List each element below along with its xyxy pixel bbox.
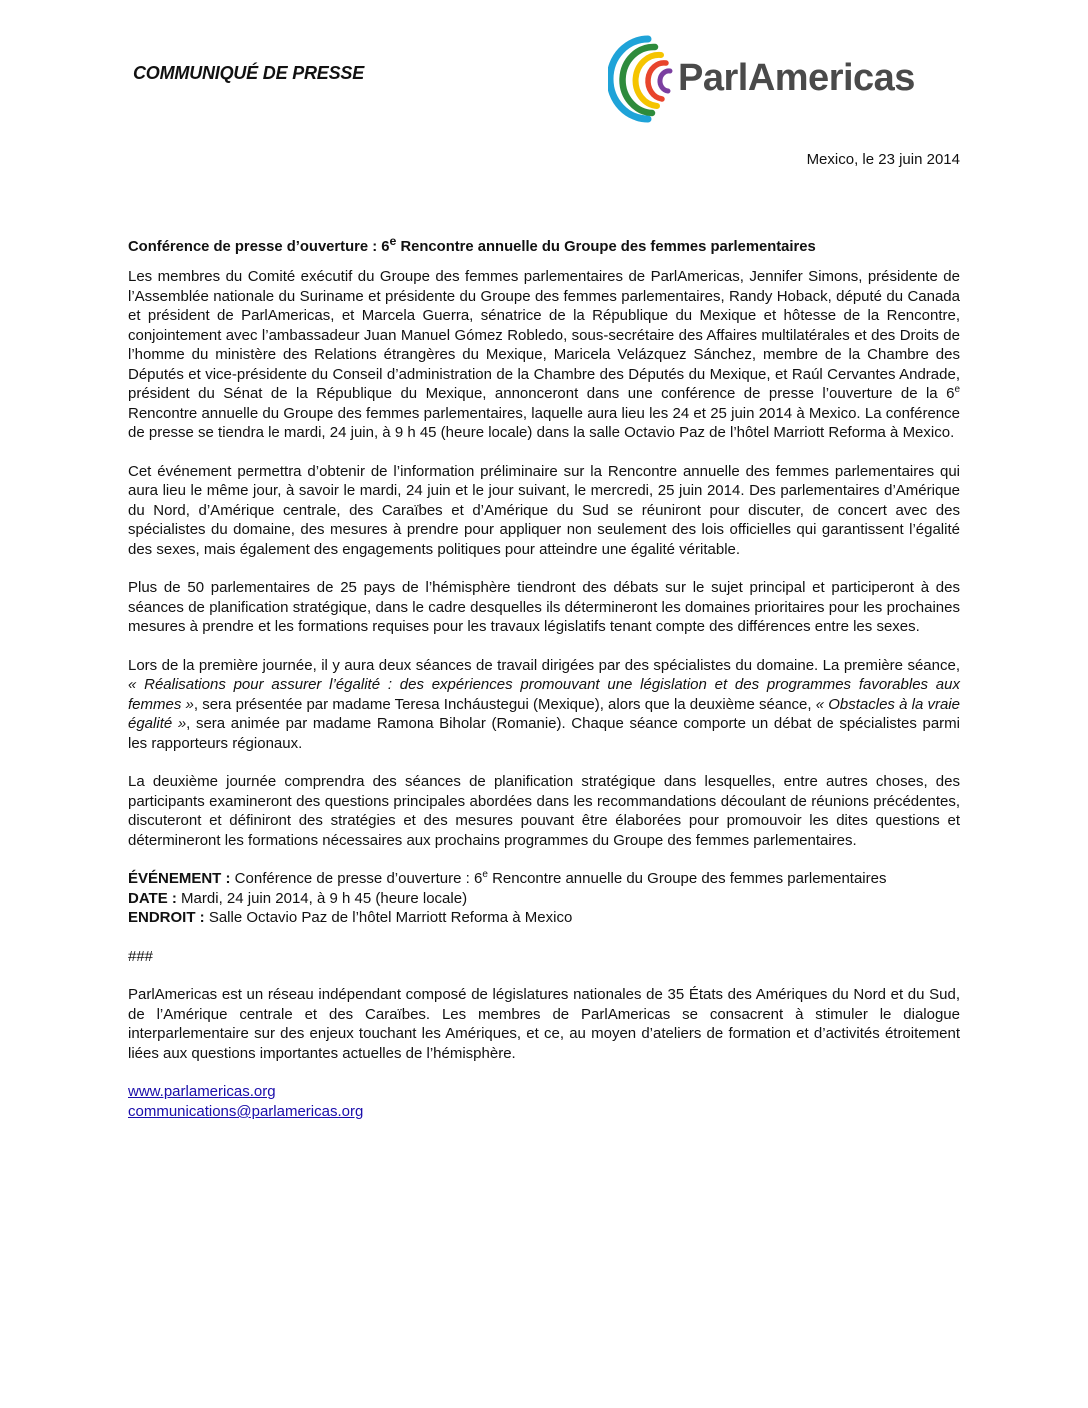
release-title: Conférence de presse d’ouverture : 6e Rencontre annuelle du Groupe des femmes parlementaires xyxy=(128,234,816,255)
paragraph-announcement: Les membres du Comité exécutif du Groupe des femmes parlementaires de ParlAmericas, Jennifer Simons, présidente de l’Assemblée nationale du Suriname et présidente du Groupe des femmes parlementaires, Randy Hoback, député du Canada et président de ParlAmericas, et Marcela Guerra, sénatrice de la République du Mexique et hôtesse de la Rencontre, conjointement avec l’ambassadeur Juan Manuel Gómez Robledo, sous-secrétaire des Affaires multilatérales et des Droits de l’homme du ministère des Relations étrangères du Mexique, Maricela Velázquez Sánchez, membre de la Chambre des Députés et vice-présidente du Conseil d’administration de la Chambre des Députés du Mexique, et Raúl Cervantes Andrade, président du Sénat de la République du Mexique, annonceront dans une conférence de presse l’ouverture de la 6e Rencontre annuelle du Groupe des femmes parlementaires, laquelle aura lieu les 24 et 25 juin 2014 à Mexico. La conférence de presse se tiendra le mardi, 24 juin, à 9 h 45 (heure locale) dans la salle Octavio Paz de l’hôtel Marriott Reforma à Mexico. xyxy=(128,268,960,442)
paragraph-second-day: La deuxième journée comprendra des séances de planification stratégique dans lesquelles, entre autres choses, des participants examineront des questions principales abordées dans les recommandations découlant de réunions précédentes, discuteront et définiront des stratégies et des mesures pouvant être élaborées pour promouvoir les dites questions et détermineront les formations nécessaires aux prochains programmes du Groupe des femmes parlementaires. xyxy=(128,773,960,849)
website-link[interactable]: www.parlamericas.org xyxy=(128,1083,276,1101)
contact-links xyxy=(128,1082,960,1121)
dateline: Mexico, le 23 juin 2014 xyxy=(806,151,960,168)
document-type-heading: COMMUNIQUÉ DE PRESSE xyxy=(133,63,365,83)
end-marker: ### xyxy=(128,947,154,965)
logo-wordmark: ParlAmericas xyxy=(678,57,915,99)
event-date-line: DATE : Mardi, 24 juin 2014, à 9 h 45 (heure locale) xyxy=(128,889,468,907)
body-content xyxy=(128,232,960,1121)
paragraph-event-overview: Cet événement permettra d’obtenir de l’information préliminaire sur la Rencontre annuelle des femmes parlementaires qui aura lieu le même jour, à savoir le mardi, 24 juin et le jour suivant, le mercredi, 25 juin 2014. Des parlementaires d’Amérique du Nord, d’Amérique centrale, des Caraïbes et d’Amérique du Sud se réuniront pour discuter, de concert avec des spécialistes du domaine, des mesures à prendre pour appliquer non seulement des lois officielles qui garantissent l’égalité des sexes, mais également des engagements politiques pour atteindre une égalité véritable. xyxy=(128,462,960,558)
paragraph-first-day: Lors de la première journée, il y aura deux séances de travail dirigées par des spécialistes du domaine. La première séance, « Réalisations pour assurer l’égalité : des expériences promouvant une législation et des programmes favorables aux femmes », sera présentée par madame Teresa Incháustegui (Mexique), alors que la deuxième séance, « Obstacles à la vraie égalité », sera animée par madame Ramona Biholar (Romanie). Chaque séance comporte un débat de spécialistes parmi les rapporteurs régionaux. xyxy=(128,656,960,752)
email-link[interactable]: communications@parlamericas.org xyxy=(128,1102,364,1120)
paragraph-participants: Plus de 50 parlementaires de 25 pays de l’hémisphère tiendront des débats sur le sujet principal et participeront à des séances de planification stratégique, dans le cadre desquelles ils détermineront les domaines prioritaires pour les prochaines mesures à prendre et les formations requises pour les travaux législatifs tenant compte des différences entre les sexes. xyxy=(128,579,960,636)
event-details xyxy=(128,869,960,928)
event-place-line: ENDROIT : Salle Octavio Paz de l’hôtel Marriott Reforma à Mexico xyxy=(128,909,573,927)
parlamericas-logo xyxy=(608,33,958,123)
paragraph-about: ParlAmericas est un réseau indépendant composé de législatures nationales de 35 États des Amériques du Nord et du Sud, de l’Amérique centrale et des Caraïbes. Les membres de ParlAmericas se consacrent à stimuler le dialogue interparlementaire sur des enjeux touchant les Amériques, et ce, au moyen d’ateliers de formation et d’activités étroitement liées aux questions importantes actuelles de l’hémisphère. xyxy=(128,986,960,1062)
logo-arcs-icon xyxy=(608,33,688,123)
event-name-line: ÉVÉNEMENT : Conférence de presse d’ouverture : 6e Rencontre annuelle du Groupe des femmes parlementaires xyxy=(128,869,887,888)
